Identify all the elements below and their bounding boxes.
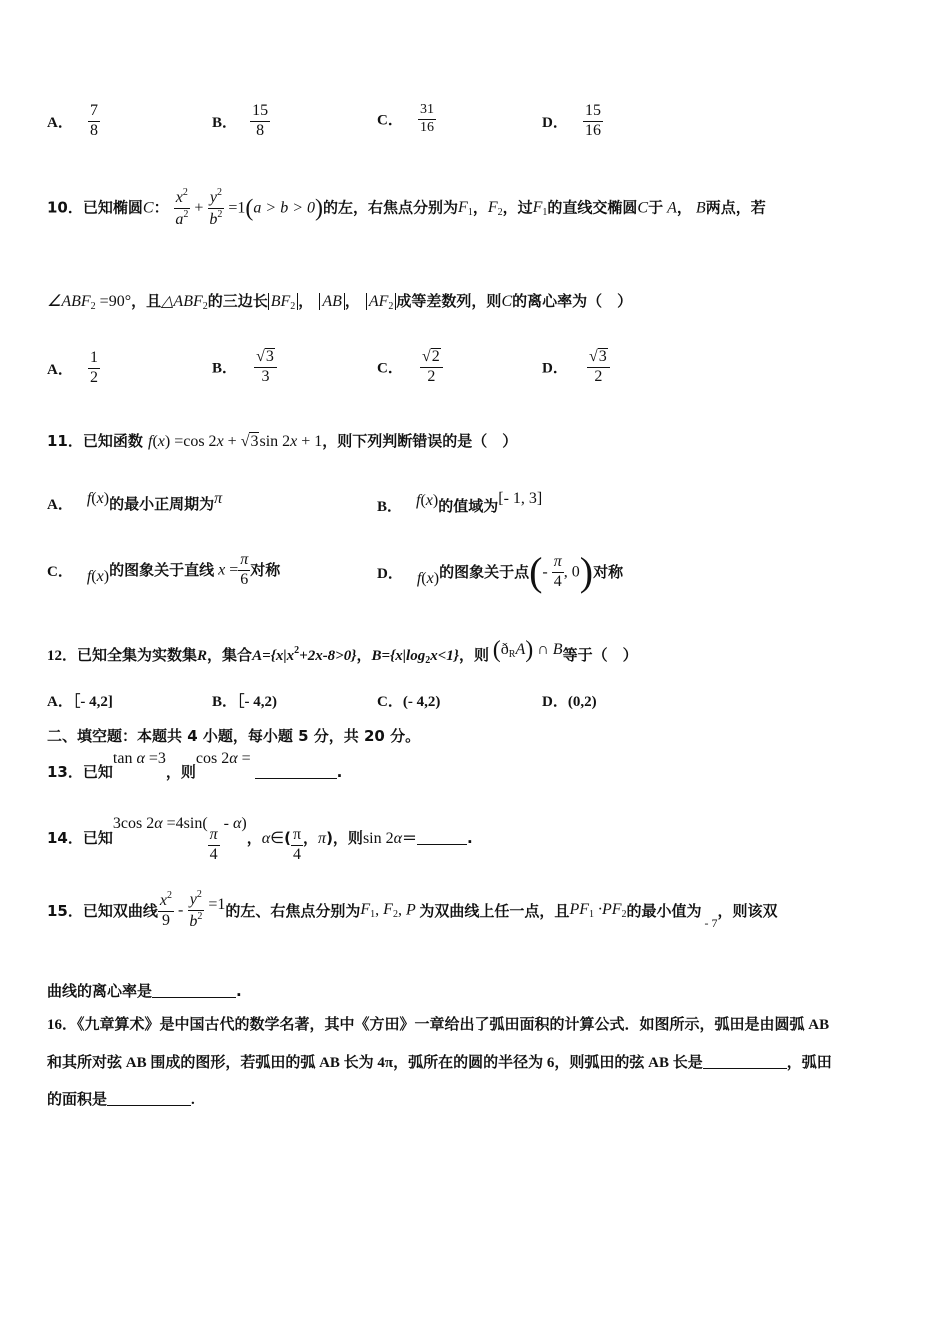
fraction: $\frac{\pi}{4}$ (553, 553, 562, 590)
q10-option-b: B． $\frac{√3}{3}$ (212, 348, 277, 386)
option-label: C． (377, 112, 403, 129)
fraction: $\frac{\pi}{4}$ (292, 826, 302, 863)
q11-option-c: C． f(x)的图象关于直线 x = $\frac{\pi}{6}$ 对称 (47, 551, 281, 588)
answer-blank[interactable] (417, 830, 467, 845)
q15-stem: 15．已知双曲线 $\frac{x^2}{9}$ - $\frac{y^2}{b^2}$ =1的左、右焦点分别为$F_1$, $F_2$, P 为双曲线上任一点，且$PF_1 \cdot PF_2$的最小值为 $_{- 7}$，则该双 (47, 889, 778, 930)
q12-option-c: C．(- 4,2) (377, 694, 441, 710)
answer-blank[interactable] (255, 764, 337, 779)
q10-line2: $\angle ABF_2 =90^\circ$，且$\triangle ABF_2$的三边长 $BF_2$ ， AB ， $AF_2$ 成等差数列，则C的离心率为（ ） (47, 292, 633, 312)
q9-option-b (212, 103, 270, 140)
q9-option-a (47, 103, 100, 140)
fraction: $\frac{15}{16}$ (584, 102, 601, 139)
q12-stem: 12．已知全集为实数集R，集合$A=\{x|x^2+2x-8>0\}$，$B=\{x|\log_2x<1\}$，则 $(ð_RA)$ ∩ B等于（ ） (47, 637, 638, 666)
fraction: $\frac{7}{8}$ (89, 102, 98, 139)
q11-option-d: D． f(x)的图象关于点(- $\frac{\pi}{4}$ , 0)对称 (377, 549, 624, 594)
fraction: $\frac{√3}{2}$ (587, 348, 610, 386)
answer-blank[interactable] (703, 1054, 787, 1069)
function-formula: f(x) =cos 2x + √3sin 2x + 1 (147, 433, 323, 450)
q14-stem: 14．已知3cos 2α =4sin( $\frac{\pi}{4}$ - α)，α∈( $\frac{\pi}{4}$ ，π)，则sin 2α＝ . (47, 815, 473, 863)
q12-option-a: A．［- 4,2] (47, 694, 113, 710)
q9-option-c (377, 103, 436, 135)
section-heading: 二、填空题：本题共 4 小题，每小题 5 分，共 20 分。 (47, 727, 421, 745)
fraction: $\frac{\pi}{6}$ (240, 551, 249, 588)
q10-option-c: C． $\frac{√2}{2}$ (377, 348, 443, 386)
q16-line3: 的面积是 . (47, 1092, 195, 1108)
answer-blank[interactable] (152, 983, 236, 998)
hyperbola-x-term: $\frac{x^2}{9}$ (159, 890, 172, 929)
fraction: $\frac{1}{2}$ (89, 349, 98, 386)
option-label: B． (212, 114, 238, 131)
q16-line1: 16．《九章算术》是中国古代的数学名著，其中《方田》一章给出了弧田面积的计算公式．如图所示，弧田是由圆弧 AB (47, 1017, 830, 1033)
q9-option-d (542, 103, 603, 140)
hyperbola-y-term: $\frac{y^2}{b^2}$ (189, 889, 203, 930)
fraction: $\frac{31}{16}$ (419, 102, 434, 135)
fraction: $\frac{15}{8}$ (252, 102, 269, 139)
q15-line2: 曲线的离心率是 . (47, 982, 242, 1000)
option-label: A． (47, 114, 73, 131)
answer-blank[interactable] (107, 1091, 191, 1106)
q12-option-b: B．［- 4,2) (212, 694, 277, 710)
q13-stem: 13．已知tan α =3，则cos 2α = . (47, 750, 343, 781)
option-label: D． (542, 114, 568, 131)
q11-option-b: B． f(x)的值域为[- 1, 3] (377, 490, 543, 515)
ellipse-y-term: $\frac{y^2}{b^2}$ (209, 187, 223, 228)
complement-expression: $(ð_RA)$ ∩ B (492, 637, 563, 663)
fraction: $\frac{√2}{2}$ (420, 348, 443, 386)
q11-stem: 11．已知函数 f(x) =cos 2x + √3sin 2x + 1，则下列判断错误的是（ ） (47, 432, 518, 450)
q11-option-a: A． f(x)的最小正周期为π (47, 490, 223, 513)
fraction: $\frac{\pi}{4}$ (209, 826, 218, 863)
q10-option-d: D． $\frac{√3}{2}$ (542, 348, 610, 386)
ellipse-x-term: $\frac{x^2}{a^2}$ (175, 187, 189, 228)
q16-line2: 和其所对弦 AB 围成的图形，若弧田的弧 AB 长为 4π，弧所在的圆的半径为 6，则弧田的弦 AB 长是 ，弧田 (47, 1055, 832, 1071)
question-number: 10． (47, 198, 83, 217)
fraction: $\frac{√3}{3}$ (254, 348, 277, 386)
q12-option-d: D．(0,2) (542, 694, 597, 710)
q10-option-a: A． $\frac{1}{2}$ (47, 349, 98, 386)
q10-line1: 10．已知椭圆C： $\frac{x^2}{a^2}$ + $\frac{y^2}{b^2}$ =1(a > b > 0)的左，右焦点分别为$F_1$，$F_2$，过$F_1$的直线交椭圆C于 A， B两点，若 (47, 187, 766, 228)
